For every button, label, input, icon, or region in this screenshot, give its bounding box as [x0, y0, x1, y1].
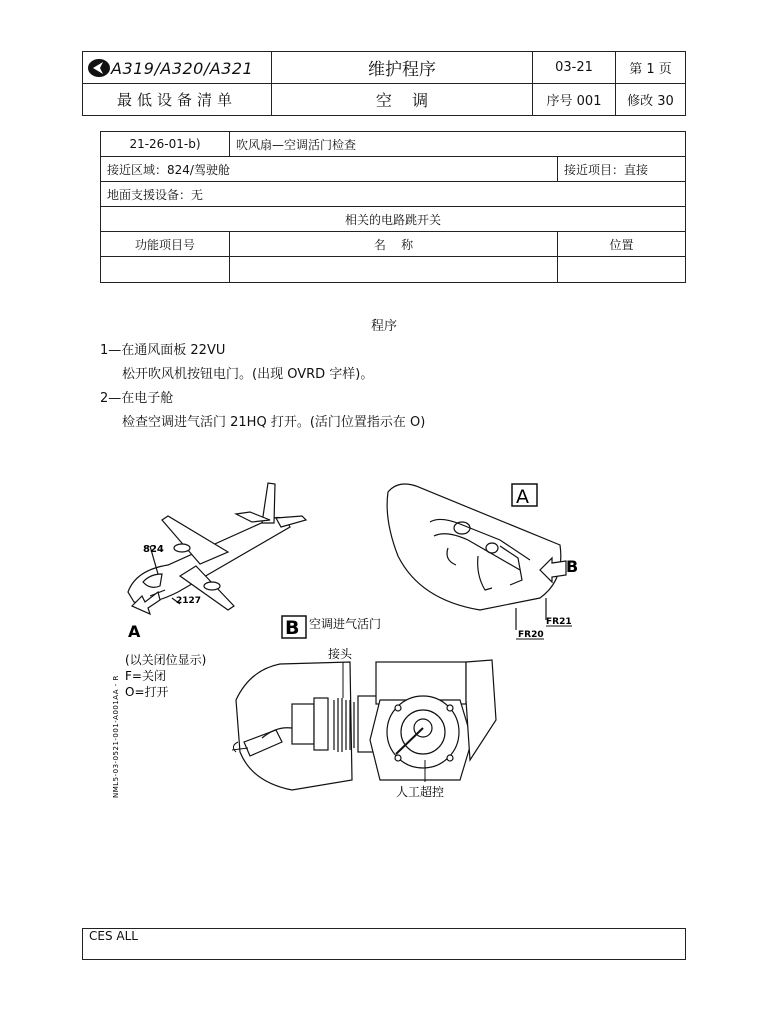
procedure-step-2-detail: 检查空调进气活门 21HQ 打开。(活门位置指示在 O)	[122, 415, 426, 430]
item-number: 03-21	[533, 52, 616, 84]
legend-note: (以关闭位显示)	[125, 653, 207, 667]
effectivity-label: CES ALL	[89, 929, 138, 943]
access-zone: 接近区域：824/驾驶舱	[101, 157, 558, 182]
airline-logo-icon	[87, 58, 111, 78]
view-b-arrow-label: B	[566, 557, 579, 576]
view-b-caption: 空调进气活门	[309, 617, 382, 631]
chapter-subtitle: 空 调	[272, 84, 533, 116]
table-cell	[101, 257, 230, 283]
zone-label-824: 824	[143, 544, 164, 555]
procedure-step-1-detail: 松开吹风机按钮电门。(出现 OVRD 字样)。	[122, 367, 374, 382]
page-label: 第 1 页	[616, 52, 686, 84]
table-row	[101, 257, 686, 283]
maintenance-figure	[0, 470, 768, 810]
aircraft-models: A319/A320/A321	[111, 59, 254, 78]
frame-fr20-label: FR20	[518, 630, 544, 640]
procedure-step-2: 2—在电子舱	[100, 391, 174, 406]
manual-override-label: 人工超控	[396, 785, 445, 799]
view-b-box-label: B	[285, 617, 300, 639]
view-a-label: A	[128, 622, 141, 641]
header-model-cell	[83, 52, 272, 84]
sequence-label: 序号 001	[533, 84, 616, 116]
table-cell	[558, 257, 686, 283]
column-header-function-id: 功能项目号	[101, 232, 230, 257]
task-info-table	[100, 131, 686, 283]
frame-label-2127: 2127	[176, 596, 202, 606]
detail-b-valve-illustration	[236, 660, 496, 790]
ground-equipment: 地面支援设备：无	[101, 182, 686, 207]
footer-box	[82, 928, 686, 960]
procedure-heading: 程序	[370, 319, 397, 334]
figure-side-code: NML5-03-0521-001-A001AA - R	[112, 675, 120, 798]
connector-label: 接头	[328, 647, 353, 661]
header-table	[82, 51, 686, 116]
access-item: 接近项目：直接	[558, 157, 686, 182]
legend-closed: F=关闭	[125, 669, 166, 683]
doc-type: 最低设备清单	[83, 84, 272, 116]
procedure-title: 维护程序	[272, 52, 533, 84]
task-title: 吹风扇—空调活门检查	[230, 132, 686, 157]
column-header-name: 名 称	[230, 232, 558, 257]
view-a-box-label: A	[516, 486, 529, 508]
table-cell	[230, 257, 558, 283]
breaker-section-title: 相关的电路跳开关	[101, 207, 686, 232]
column-header-location: 位置	[558, 232, 686, 257]
procedure-step-1: 1—在通风面板 22VU	[100, 343, 226, 358]
revision-label: 修改 30	[616, 84, 686, 116]
ref-code: 21-26-01-b)	[101, 132, 230, 157]
frame-fr21-label: FR21	[546, 617, 572, 627]
legend-open: O=打开	[125, 685, 169, 699]
